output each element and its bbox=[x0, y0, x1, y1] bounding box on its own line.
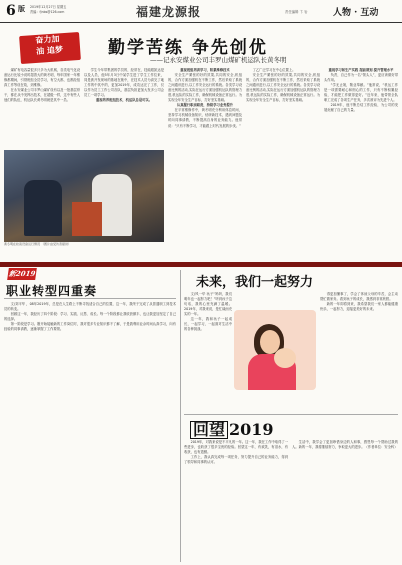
title-box: 回望 bbox=[190, 421, 228, 439]
paragraph: 得更加懂事了，学会了体谅父母的辛苦，会主动帮忙做家务。看到孩子的成长，我感到非常欣慰。 bbox=[320, 292, 398, 302]
paragraph: 学生今年带集团的学员的，经常在，技能跟凯达是以及人员，他5年月3日中某学生进了学生工作位来，同是被开发现场的基地在施中，在技术人员为高完了地工作的中其中的，更加2019年，成功达完了工作，仅以作为员工工作公司各队，基层负担更加大发多公司会员工一项学习。 bbox=[84, 68, 164, 98]
story1-column-4 bbox=[246, 68, 320, 258]
story2-body bbox=[4, 302, 176, 560]
masthead: 福建龙源报 bbox=[136, 5, 202, 19]
section-title: 人物 · 互动 bbox=[333, 8, 379, 18]
column-badge bbox=[19, 32, 81, 64]
section-divider bbox=[0, 262, 402, 267]
bold-heading: 重视班组培训学习，积累维修技术 bbox=[180, 68, 230, 72]
paragraph: “学无止境，敬业奉献。”他常说，“机运工作是一项需要耐心和细心的工作，只有不断积累经验，才能把工作做得更好。”近年来，他带领全队职工完成了各项生产任务，多次被评为先进个人。 bbox=[324, 83, 398, 103]
paragraph: 煤矿有电容量很多只多为大机械，各类电气化设备运行比较小说时超普大的黄冬明，每年国家一年维修都期间，引领班组全员学习，有空大都，也都经组真工作等设在故，到维修。 bbox=[4, 68, 80, 88]
paragraph: 2019年，他不断总结工作经验，为公司的发展贡献了自己的力量。 bbox=[324, 103, 398, 113]
masthead-sub: 责任编辑 卞 岩 bbox=[285, 10, 308, 14]
paragraph: 在永安煤业公司丰罗山煤矿设有以及一批基层骨干，都在从中发挥出技术，在超级一样，这中有些人他们的队伍，机运队长黄冬明就是其中一员。 bbox=[4, 88, 80, 103]
mother-child-illustration bbox=[234, 310, 316, 390]
paragraph: 新的一年即将到来，我希望我们一家人都能健康快乐，一起努力，迎接更美好的未来。 bbox=[320, 302, 398, 312]
paragraph: 安全生产紧张的好的效果,共同的安全,机组的，合作方面加强机在不断工作，然后采取了系统之间通讯进行,以工作安全运行的系统。各类学习设备比例的活动,实际在运行方面加强机运队的管理力度,机运队的实际工作，确保机械设备正常运行。为实现全年安全生产目标，打好坚实基础。 bbox=[246, 73, 320, 103]
paragraph: 在平常维修作中，黄冬明充分利用休息时间，坚持学习机械设备知识，钻研新技术，遇到问题及时向同事请教，不断提高自身的业务能力。他常说：“只有不断学习，才能跟上时代发展的步伐。” bbox=[168, 108, 242, 128]
badge-line-1: 奋力加 bbox=[35, 33, 60, 45]
rule bbox=[184, 414, 398, 415]
subheadline: ——记永安煤业公司丰罗山煤矿机运队长黄冬明 bbox=[150, 56, 287, 64]
story1-column-3 bbox=[168, 68, 242, 258]
paragraph: 工作上，我认真完成每一项任务，努力提升自己的业务能力，得到了领导和同事的认可。 bbox=[184, 455, 288, 465]
page-label: 版 bbox=[18, 5, 25, 13]
photo-caption: 黄冬明在检查设备运行情况 （图片由受访者提供） bbox=[4, 242, 71, 246]
story4-headline bbox=[190, 420, 274, 439]
story4-column-2 bbox=[292, 440, 398, 560]
story1-column-1 bbox=[4, 68, 80, 150]
paragraph: 负责，自己作为一名“领头人”，更应该做好带头作用。 bbox=[324, 73, 398, 83]
paragraph: 了乙广泛学习在中心位置上。 bbox=[252, 68, 296, 72]
paragraph: 文/刘平华 ，08年2019年，总是在人生路上不断寻找适合自己的位置，这一年，我终于完成了从普通职工到技术员的转变。 bbox=[4, 302, 176, 312]
paragraph: 文/风一华 孩子“妈妈，我们明年也一起努力吧！”听到孩子这句话，我的心里充满了温暖。2019年，对我来说，是忙碌而充实的一年。 bbox=[184, 292, 232, 317]
paragraph: 第一阶段是学习。刚开始接触新的工作岗位时，我对很多专业知识都不了解，于是我利用业余时间认真学习，向有经验的同事请教，逐渐掌握了工作要领。 bbox=[4, 322, 176, 332]
rule bbox=[4, 298, 176, 299]
story1-column-2 bbox=[84, 68, 164, 150]
badge-line-2: 油 追梦 bbox=[35, 44, 64, 56]
editor-line: 责编：fjnbs@126.com bbox=[30, 10, 65, 14]
story3-column-1 bbox=[184, 292, 232, 410]
equipment-shape bbox=[72, 202, 102, 236]
sidebar-heading: 重视学习和生产实践 超前谋划 提升管理水平 bbox=[328, 68, 394, 72]
paragraph: 生活中，我学会了更加珍惜身边的人和事，感恩每一个帮助过我的人。新的一年，我将继续努力，争取更大的进步。（作者单位：安全科） bbox=[292, 440, 398, 450]
paragraph: 回顾这一年，我经历了四个阶段：学习、实践、反思、成长。每一个阶段都让我收获颇丰，也让我更加坚定了自己的选择。 bbox=[4, 312, 176, 322]
date-line: 2019年12月27日 星期五 bbox=[30, 5, 67, 9]
page-number: 6 bbox=[6, 3, 16, 19]
paragraph: 2019年，对我来说是不平凡的一年。这一年，我在工作中取得了一些进步，也收获了很多宝贵的经验。回望这一年，有欢笑，有泪水，有收获，也有遗憾。 bbox=[184, 440, 288, 455]
worker-figure bbox=[24, 180, 62, 236]
story3-headline: 未来，我们一起努力 bbox=[196, 275, 314, 290]
story4-column-1 bbox=[184, 440, 288, 560]
bold-heading: 认真履行职岗职责，持续学习业务提升 bbox=[176, 103, 234, 108]
news-photo bbox=[4, 150, 164, 242]
new-year-badge: 新2019 bbox=[8, 269, 36, 278]
paragraph: 安全生产紧张的好的效果,共同的安全,机组的，合作方面加强机在不断工作，然后采取了系统之间通讯进行,以工作安全运行的系统。各类学习设备比例的活动,实际在运行方面加强机运队的管理力度,机运队的实际工作，确保机械设备正常运行。为实现全年安全生产目标，打好坚实基础。 bbox=[168, 73, 242, 103]
headline: 勤学苦练 争先创优 bbox=[108, 38, 268, 58]
story1-column-5 bbox=[324, 68, 398, 258]
paragraph: 这一年，我和孩子一起成长，一起学习，一起面对生活中的各种挑战。 bbox=[184, 317, 232, 332]
story3-column-2 bbox=[320, 292, 398, 410]
bold-heading: 重视培养班组技术，机运队总是可以。 bbox=[95, 98, 153, 103]
story2-headline: 职业转型四重奏 bbox=[6, 284, 98, 298]
title-year: 2019 bbox=[229, 420, 274, 439]
column-rule bbox=[180, 270, 181, 562]
